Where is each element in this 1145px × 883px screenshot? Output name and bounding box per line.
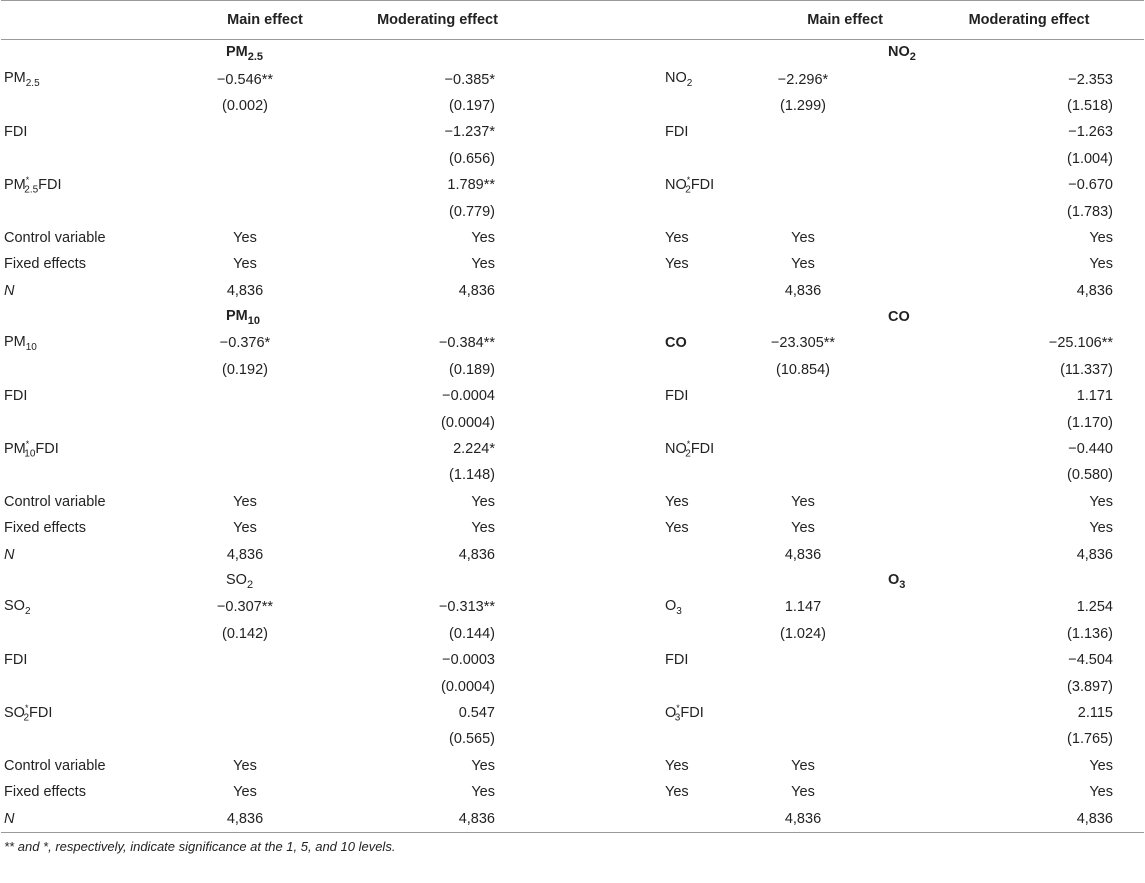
cell-c5: (1.024)	[780, 625, 826, 642]
cell-c3: Yes	[471, 757, 495, 774]
cell-c3: (0.0004)	[440, 678, 495, 695]
cell-c3: Yes	[471, 256, 495, 273]
cell-c5: $O_3$	[888, 571, 906, 591]
cell-c4: Yes	[665, 520, 689, 537]
table-row	[0, 673, 1145, 699]
cell-c5: Yes	[791, 520, 815, 537]
cell-c3: (0.0004)	[440, 414, 495, 431]
cell-c5: Yes	[791, 256, 815, 273]
cell-c2: $PM_{2.5}$	[226, 43, 264, 63]
cell-c5: −2.296*	[777, 71, 829, 88]
cell-c6: Yes	[1089, 784, 1113, 801]
table-row	[0, 805, 1145, 831]
table-row	[0, 66, 1145, 92]
table-row	[0, 489, 1145, 515]
cell-c1: $SO^*_2FDI$	[4, 702, 53, 724]
cell-c5: (10.854)	[775, 361, 830, 378]
cell-c1: $PM_{2.5}$	[4, 70, 40, 90]
header-moderating-effect-left: Moderating effect	[377, 12, 498, 28]
cell-c1: $PM^*_{2.5}FDI$	[4, 174, 62, 196]
cell-c1: FDI	[4, 124, 28, 141]
table-row	[0, 330, 1145, 356]
cell-c4: Yes	[665, 757, 689, 774]
bottom-rule	[1, 832, 1144, 833]
cell-c2: 4,836	[226, 546, 264, 563]
cell-c3: Yes	[471, 784, 495, 801]
cell-c1: N	[4, 546, 15, 563]
table-body	[0, 40, 1145, 832]
cell-c3: 4,836	[458, 282, 495, 299]
cell-c1: Control variable	[4, 493, 106, 510]
cell-c3: −0.0003	[442, 652, 495, 669]
cell-c2: (0.142)	[222, 625, 268, 642]
cell-c2: Yes	[233, 757, 257, 774]
cell-c1: Fixed effects	[4, 520, 86, 537]
cell-c2: 4,836	[226, 810, 264, 827]
cell-c2: (0.002)	[222, 97, 268, 114]
cell-c1: N	[4, 810, 15, 827]
table-row	[0, 278, 1145, 304]
table-row	[0, 436, 1145, 462]
cell-c6: (1.170)	[1067, 414, 1113, 431]
header-main-effect-right: Main effect	[807, 12, 883, 28]
table-row	[0, 198, 1145, 224]
cell-c6: Yes	[1089, 493, 1113, 510]
cell-c5: Yes	[791, 229, 815, 246]
table-row	[0, 93, 1145, 119]
header-main-effect-left: Main effect	[227, 12, 303, 28]
cell-c2: (0.192)	[222, 361, 268, 378]
cell-c2: Yes	[233, 784, 257, 801]
cell-c3: 2.224*	[453, 441, 495, 458]
cell-c6: 1.254	[1076, 599, 1113, 616]
cell-c1: Control variable	[4, 757, 106, 774]
cell-c6: 4,836	[1076, 546, 1113, 563]
cell-c3: (0.565)	[449, 731, 495, 748]
cell-c6: −1.263	[1068, 124, 1113, 141]
cell-c2: −0.307**	[216, 599, 274, 616]
cell-c4: FDI	[665, 652, 689, 669]
cell-c6: (1.765)	[1067, 731, 1113, 748]
cell-c4: $O^*_3FDI$	[665, 702, 704, 724]
cell-c3: (1.148)	[449, 467, 495, 484]
cell-c2: $PM_{10}$	[226, 307, 260, 327]
cell-c6: −0.440	[1068, 441, 1113, 458]
cell-c6: (11.337)	[1060, 361, 1113, 378]
cell-c6: (1.004)	[1067, 150, 1113, 167]
table-row	[0, 753, 1145, 779]
cell-c3: −0.313**	[438, 599, 495, 616]
cell-c6: 1.171	[1076, 388, 1113, 405]
group-row	[0, 40, 1145, 66]
table-row	[0, 541, 1145, 567]
cell-c4: CO	[665, 335, 687, 352]
table-row	[0, 594, 1145, 620]
cell-c1: FDI	[4, 388, 28, 405]
cell-c5: Yes	[791, 493, 815, 510]
table-row	[0, 726, 1145, 752]
header-row	[0, 1, 1145, 39]
cell-c2: Yes	[233, 256, 257, 273]
cell-c5: Yes	[791, 757, 815, 774]
table-row	[0, 647, 1145, 673]
cell-c3: (0.197)	[449, 97, 495, 114]
table-row	[0, 515, 1145, 541]
table-row	[0, 700, 1145, 726]
cell-c3: −0.0004	[442, 388, 495, 405]
cell-c4: $NO^*_2FDI$	[665, 174, 715, 196]
cell-c4: $NO^*_2FDI$	[665, 438, 715, 460]
table-row	[0, 119, 1145, 145]
cell-c3: 0.547	[458, 704, 495, 721]
cell-c6: (3.897)	[1067, 678, 1113, 695]
cell-c3: Yes	[471, 229, 495, 246]
cell-c1: Fixed effects	[4, 256, 86, 273]
cell-c1: N	[4, 282, 15, 299]
cell-c3: (0.656)	[449, 150, 495, 167]
table-row	[0, 225, 1145, 251]
cell-c3: −0.385*	[444, 71, 495, 88]
cell-c1: Control variable	[4, 229, 106, 246]
cell-c6: 4,836	[1076, 810, 1113, 827]
cell-c3: 1.789**	[447, 177, 495, 194]
cell-c6: Yes	[1089, 229, 1113, 246]
cell-c2: $SO_2$	[226, 571, 254, 591]
cell-c6: −2.353	[1068, 71, 1113, 88]
cell-c2: −0.546**	[216, 71, 274, 88]
cell-c2: 4,836	[226, 282, 264, 299]
cell-c4: Yes	[665, 256, 689, 273]
cell-c1: $PM_{10}$	[4, 334, 37, 353]
cell-c6: Yes	[1089, 757, 1113, 774]
table-row	[0, 357, 1145, 383]
header-moderating-effect-right: Moderating effect	[968, 12, 1090, 28]
table-row	[0, 383, 1145, 409]
cell-c5: 4,836	[784, 810, 822, 827]
cell-c4: FDI	[665, 124, 689, 141]
cell-c3: (0.779)	[449, 203, 495, 220]
cell-c5: Yes	[791, 784, 815, 801]
cell-c6: (1.136)	[1067, 625, 1113, 642]
cell-c3: 4,836	[458, 546, 495, 563]
cell-c2: −0.376*	[219, 335, 271, 352]
table-row	[0, 409, 1145, 435]
cell-c6: Yes	[1089, 256, 1113, 273]
cell-c5: −23.305**	[770, 335, 836, 352]
table-row	[0, 462, 1145, 488]
footnote: ** and *, respectively, indicate significance at the 1, 5, and 10 levels.	[4, 838, 396, 854]
cell-c2: Yes	[233, 520, 257, 537]
group-row	[0, 568, 1145, 594]
cell-c3: Yes	[471, 493, 495, 510]
cell-c4: Yes	[665, 229, 689, 246]
cell-c4: $O_3$	[665, 597, 682, 617]
cell-c2: Yes	[233, 229, 257, 246]
cell-c5: 4,836	[784, 282, 822, 299]
cell-c5: 1.147	[784, 599, 822, 616]
table-row	[0, 172, 1145, 198]
cell-c5: (1.299)	[780, 97, 826, 114]
cell-c6: 4,836	[1076, 282, 1113, 299]
cell-c5: $NO_2$	[888, 43, 916, 63]
table-row	[0, 779, 1145, 805]
group-row	[0, 304, 1145, 330]
cell-c6: (1.518)	[1067, 97, 1113, 114]
cell-c6: −4.504	[1068, 652, 1113, 669]
cell-c3: Yes	[471, 520, 495, 537]
cell-c3: −0.384**	[438, 335, 495, 352]
cell-c1: FDI	[4, 652, 28, 669]
table-row	[0, 621, 1145, 647]
cell-c1: Fixed effects	[4, 784, 86, 801]
cell-c1: $PM^*_{10}FDI$	[4, 438, 59, 460]
cell-c4: Yes	[665, 493, 689, 510]
cell-c3: (0.189)	[449, 361, 495, 378]
cell-c5: CO	[888, 309, 910, 326]
cell-c5: 4,836	[784, 546, 822, 563]
cell-c6: 2.115	[1077, 704, 1113, 721]
cell-c3: −1.237*	[444, 124, 495, 141]
table-row	[0, 251, 1145, 277]
cell-c2: Yes	[233, 493, 257, 510]
cell-c6: (1.783)	[1067, 203, 1113, 220]
cell-c4: FDI	[665, 388, 689, 405]
cell-c6: Yes	[1089, 520, 1113, 537]
cell-c4: $NO_2$	[665, 70, 693, 90]
cell-c3: (0.144)	[449, 625, 495, 642]
cell-c6: −25.106**	[1048, 335, 1113, 352]
cell-c1: $SO_2$	[4, 597, 31, 617]
table-row	[0, 146, 1145, 172]
cell-c6: −0.670	[1068, 177, 1113, 194]
cell-c3: 4,836	[458, 810, 495, 827]
cell-c4: Yes	[665, 784, 689, 801]
cell-c6: (0.580)	[1067, 467, 1113, 484]
